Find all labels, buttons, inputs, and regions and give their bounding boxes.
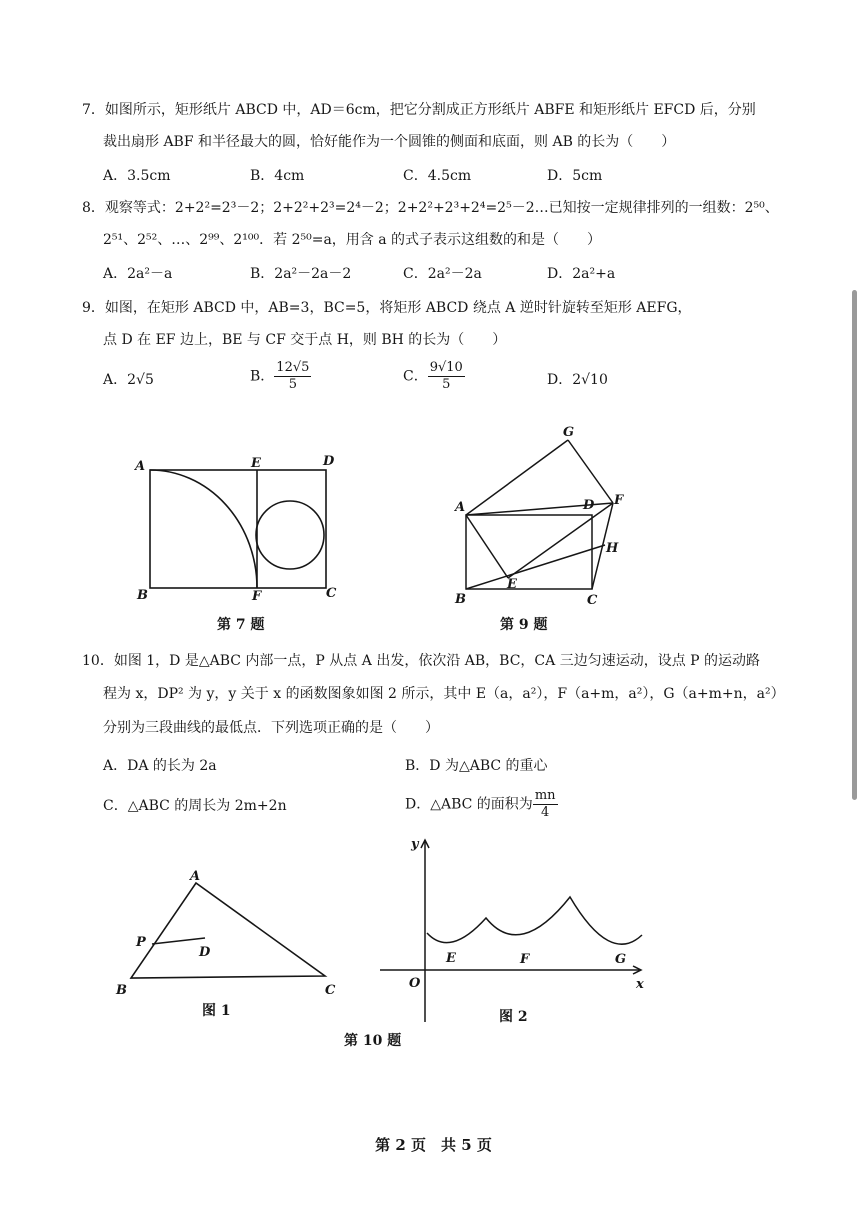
fig10-1-caption: 图 1 (202, 1003, 231, 1019)
fig9-segment-ag (466, 440, 568, 515)
fig9-label-c: C (587, 593, 598, 608)
q9-option-b-denominator: 5 (288, 377, 297, 392)
q9-option-a: A．2√5 (103, 372, 154, 388)
fig9-segment-fe (508, 503, 613, 578)
fig9-caption: 第 9 题 (500, 617, 548, 633)
fig10-label-y: y (411, 837, 419, 852)
fig9-segment-ae (466, 515, 508, 578)
fig10-label-c: C (325, 983, 336, 998)
q9-option-b (250, 360, 311, 393)
q7-option-b: B．4cm (250, 168, 305, 184)
q8-line1: 8．观察等式：2+2²=2³－2；2+2²+2³=2⁴－2；2+2²+2³+2⁴=2⁵－2…已知按一定规律排列的一组数：2⁵⁰、 (82, 200, 779, 216)
figure-10-graph (380, 840, 642, 1022)
q9-option-c-denominator: 5 (442, 377, 451, 392)
fig10-x-arrow (633, 966, 641, 974)
figure-10-triangle (131, 883, 325, 978)
q10-option-d-denominator: 4 (541, 805, 550, 820)
q9-option-b-fraction (274, 360, 311, 393)
q10-option-d (405, 788, 558, 821)
fig9-segment-fc (592, 503, 613, 589)
fig10-label-b: B (116, 983, 127, 998)
q7-option-d: D．5cm (547, 168, 603, 184)
q10-line1: 10．如图 1，D 是△ABC 内部一点，P 从点 A 出发，依次沿 AB，BC，CA 三边匀速运动，设点 P 的运动路 (82, 653, 761, 669)
q10-option-d-fraction (533, 788, 558, 821)
q10-option-a: A．DA 的长为 2a (103, 758, 217, 774)
fig9-label-h: H (606, 541, 619, 556)
fig9-label-g: G (563, 425, 575, 440)
fig9-label-b: B (455, 592, 466, 607)
q8-line2: 2⁵¹、2⁵²、…、2⁹⁹、2¹⁰⁰．若 2⁵⁰=a，用含 a 的式子表示这组数的和是（ ） (103, 232, 602, 248)
q8-option-c: C．2a²－2a (403, 266, 482, 282)
q8-option-d: D．2a²+a (547, 266, 616, 282)
vertical-scrollbar[interactable] (852, 290, 857, 800)
fig10-segment-pd (152, 938, 205, 944)
q10-option-c: C．△ABC 的周长为 2m+2n (103, 798, 287, 814)
q9-line1: 9．如图，在矩形 ABCD 中，AB=3，BC=5，将矩形 ABCD 绕点 A 逆时针旋转至矩形 AEFG， (82, 300, 692, 316)
q9-option-c-fraction (428, 360, 465, 393)
fig9-label-a: A (455, 500, 466, 515)
figure-9 (466, 440, 613, 589)
q10-option-b: B．D 为△ABC 的重心 (405, 758, 548, 774)
q10-line3: 分别为三段曲线的最低点．下列选项正确的是（ ） (103, 720, 439, 736)
q9-line2: 点 D 在 EF 边上，BE 与 CF 交于点 H，则 BH 的长为（ ） (103, 332, 507, 348)
q7-option-c: C．4.5cm (403, 168, 472, 184)
fig9-label-d: D (583, 498, 595, 513)
fig10-caption: 第 10 题 (344, 1033, 402, 1049)
fig7-caption: 第 7 题 (217, 617, 265, 633)
q10-option-d-numerator: mn (534, 788, 556, 803)
q9-option-c-label: C． (403, 368, 428, 385)
fig7-inscribed-circle (256, 501, 324, 569)
fig10-label-f: F (520, 952, 530, 967)
fig10-2-caption: 图 2 (499, 1009, 528, 1025)
q10-option-d-label: D．△ABC 的面积为 (405, 796, 533, 813)
fig10-label-g: G (615, 952, 627, 967)
fig9-label-f: F (614, 493, 624, 508)
fig7-label-b: B (137, 588, 148, 603)
fig7-label-f: F (252, 589, 262, 604)
fig7-rectangle-abcd (150, 470, 326, 588)
fig7-label-d: D (323, 454, 335, 469)
q9-option-d: D．2√10 (547, 372, 608, 388)
fig9-label-e: E (507, 577, 517, 592)
fig10-label-e: E (446, 951, 456, 966)
fig10-label-p: P (136, 935, 146, 950)
fig7-label-a: A (135, 459, 146, 474)
fig10-curve (427, 897, 642, 944)
q9-option-c (403, 360, 465, 393)
fig7-sector-arc (150, 470, 257, 588)
fig10-label-d: D (199, 945, 211, 960)
fig10-label-x: x (636, 977, 644, 992)
fig7-label-e: E (251, 456, 261, 471)
fig10-y-arrow (421, 840, 429, 848)
fig10-label-a: A (190, 869, 201, 884)
q7-option-a: A．3.5cm (103, 168, 171, 184)
q7-line2: 裁出扇形 ABF 和半径最大的圆，恰好能作为一个圆锥的侧面和底面，则 AB 的长为（ ） (103, 134, 676, 150)
fig10-triangle-abc (131, 883, 325, 978)
q9-option-b-label: B． (250, 368, 275, 385)
fig9-segment-af (466, 503, 613, 515)
fig9-segment-gf (568, 440, 613, 503)
page-footer: 第 2 页 共 5 页 (375, 1136, 492, 1154)
q10-line2: 程为 x，DP² 为 y，y 关于 x 的函数图象如图 2 所示，其中 E（a，a²），F（a+m，a²），G（a+m+n，a²） (103, 686, 785, 702)
fig9-rectangle-abcd (466, 515, 592, 589)
q8-option-b: B．2a²－2a－2 (250, 266, 352, 282)
q7-line1: 7．如图所示，矩形纸片 ABCD 中，AD＝6cm，把它分割成正方形纸片 ABFE 和矩形纸片 EFCD 后，分别 (82, 102, 756, 118)
fig7-label-c: C (326, 586, 337, 601)
q9-option-b-numerator: 12√5 (276, 360, 310, 375)
fig9-segment-bh (466, 545, 605, 589)
q9-option-c-numerator: 9√10 (429, 360, 463, 375)
q8-option-a: A．2a²－a (103, 266, 173, 282)
fig10-label-o: O (409, 976, 421, 991)
